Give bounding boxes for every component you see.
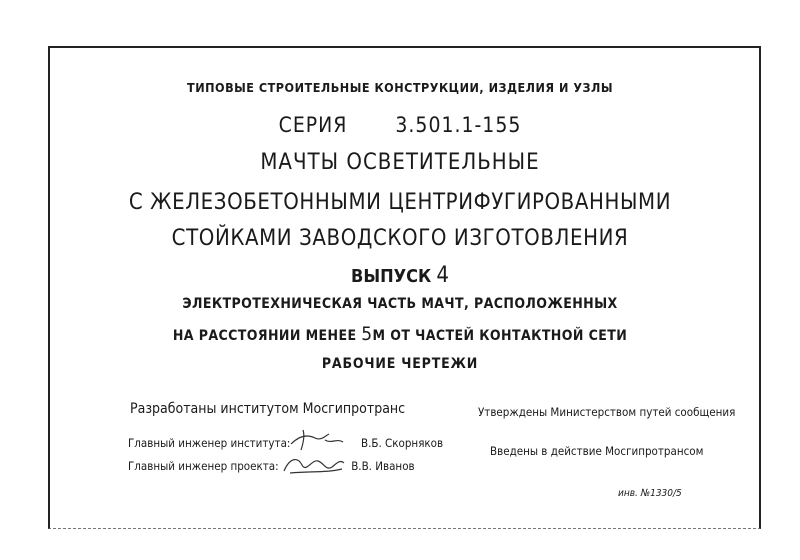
doc-type: РАБОЧИЕ ЧЕРТЕЖИ	[321, 356, 479, 372]
subtitle-line-2-b: М ОТ ЧАСТЕЙ КОНТАКТНОЙ СЕТИ	[372, 328, 628, 344]
title-line-1: МАЧТЫ ОСВЕТИТЕЛЬНЫЕ	[260, 150, 540, 175]
subtitle-line-1: ЭЛЕКТРОТЕХНИЧЕСКАЯ ЧАСТЬ МАЧТ, РАСПОЛОЖЕННЫХ	[182, 296, 618, 312]
series-number: 3.501.1-155	[395, 113, 522, 137]
subtitle-line-2-a: НА РАССТОЯНИИ МЕНЕЕ	[172, 328, 357, 344]
series-label: СЕРИЯ	[278, 113, 348, 137]
issue-label: ВЫПУСК	[350, 266, 432, 287]
issue-number: 4	[436, 263, 450, 288]
series-line	[0, 113, 800, 137]
developed-by: Разработаны институтом Мосгипротранс	[130, 401, 406, 417]
enacted-by: Введены в действие Мосгипротрансом	[490, 444, 704, 458]
approved-by: Утверждены Министерством путей сообщения	[478, 405, 736, 419]
chief-project-name: В.В. Иванов	[351, 459, 415, 473]
subtitle-line-2	[0, 323, 800, 345]
title-line-2: С ЖЕЛЕЗОБЕТОННЫМИ ЦЕНТРИФУГИРОВАННЫМИ	[128, 190, 672, 215]
inventory-number: инв. №1330/5	[618, 488, 682, 499]
issue-line	[0, 263, 800, 288]
subtitle-distance: 5	[361, 323, 373, 345]
chief-project-line	[128, 459, 415, 473]
signature-chief-project	[280, 451, 350, 477]
chief-project-label: Главный инженер проекта:	[128, 459, 279, 473]
signature-chief-institute	[285, 426, 355, 452]
chief-institute-label: Главный инженер института:	[128, 436, 291, 450]
title-line-3: СТОЙКАМИ ЗАВОДСКОГО ИЗГОТОВЛЕНИЯ	[171, 226, 629, 251]
category-header: ТИПОВЫЕ СТРОИТЕЛЬНЫЕ КОНСТРУКЦИИ, ИЗДЕЛИЯ И УЗЛЫ	[187, 80, 613, 95]
chief-institute-name: В.Б. Скорняков	[361, 436, 444, 450]
